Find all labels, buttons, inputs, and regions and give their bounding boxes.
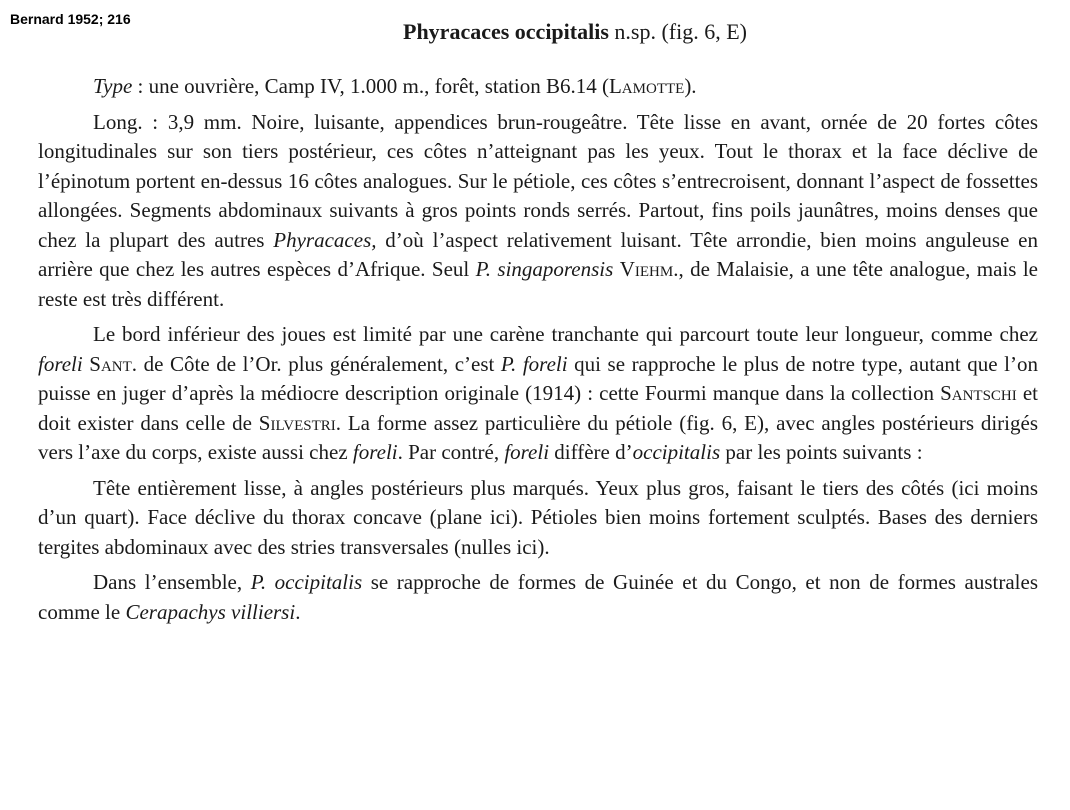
author-name: Santschi [940, 381, 1017, 405]
collector-name: Lamotte [608, 74, 685, 98]
species-ref: P. foreli [500, 351, 568, 376]
species-ref: foreli [504, 440, 550, 464]
author-name: Sant. [89, 351, 138, 376]
type-paragraph [38, 72, 1038, 102]
morphology-paragraph [38, 108, 1038, 315]
species-name: Phyracaces occipitalis [403, 19, 609, 44]
text-run: . Par contré, [397, 440, 505, 464]
text-run: d’où l’aspect relativement luisant. Tête arrondie, bien moins anguleuse en arrière que chez les autres espèces d’Afrique. Seul [38, 227, 1038, 281]
description-body [38, 72, 1038, 627]
author-name: Viehm. [619, 257, 679, 281]
text-run: . [295, 599, 301, 624]
species-ref: P. singaporensis [475, 257, 614, 281]
text-run: Dans l’ensemble, [93, 570, 251, 594]
author-name: Silvestri [258, 410, 336, 435]
differences-paragraph: Tête entièrement lisse, à angles postérieurs plus marqués. Yeux plus gros, faisant le tiers des côtés (ici moins d’un quart). Face déclive du thorax concave (plane ici). Pétioles bien moins fortement sculptés. Bases des derniers tergites abdominaux avec des stries transversales (nulles ici). [38, 475, 1038, 559]
text-run: de Côte de l’Or. plus généralement, c’est [137, 351, 501, 376]
text-run: , de Malaisie, a une tête analogue, mais le reste est très différent. [38, 257, 1038, 311]
heading-suffix: n.sp. (fig. 6, E) [608, 19, 747, 44]
species-ref: occipitalis [632, 440, 721, 464]
comparison-paragraph [38, 320, 1038, 468]
text-run: par les points suivants : [720, 440, 923, 464]
text-run: Long. : 3,9 mm. Noire, luisante, appendices brun-rougeâtre. Tête lisse en avant, ornée de 20 fortes côtes longitudinales sur son tiers postérieur, ces côtes n’atteignant pas les yeux. Tout le thorax et la face déclive de l’épinotum portent en-dessus 16 côtes analogues. Sur le pétiole, ces côtes s’entrecroisent, donnant l’aspect de fossettes allongées. Segments abdominaux suivants à gros points ronds serrés. Partout, fins poils jaunâtres, moins denses que chez la plupart des autres [38, 109, 1038, 252]
type-label: Type [93, 74, 133, 98]
conclusion-paragraph [38, 568, 1038, 627]
text-run: se rapproche de formes de Guinée et du Congo, et non de formes australes comme le [38, 570, 1038, 624]
text-run: Le bord inférieur des joues est limité par une carène tranchante qui parcourt toute leur longueur, comme chez [93, 322, 1038, 346]
species-ref: P. occipitalis [250, 570, 363, 594]
text-run: diffère d’ [549, 440, 633, 464]
type-end: ). [684, 74, 697, 98]
citation-label: Bernard 1952; 216 [10, 11, 131, 27]
species-heading [0, 19, 1070, 45]
species-ref: foreli [38, 351, 83, 376]
text-run: qui se rapproche le plus de notre type, autant que l’on puisse en juger d’après la médiocre description originale (1914) : cette Fourmi manque dans la collection [38, 351, 1038, 405]
species-ref: foreli [352, 440, 398, 464]
text-run: et doit exister dans celle de [38, 381, 1039, 435]
species-ref: Cerapachys villiersi [125, 599, 296, 624]
text-run: . La forme assez particulière du pétiole (fig. 6, E), avec angles postérieurs dirigés vers l’axe du corps, existe aussi chez [38, 410, 1039, 464]
type-text: : une ouvrière, Camp IV, 1.000 m., forêt, station B6.14 ( [132, 74, 609, 98]
genus-name: Phyracaces, [273, 227, 377, 252]
